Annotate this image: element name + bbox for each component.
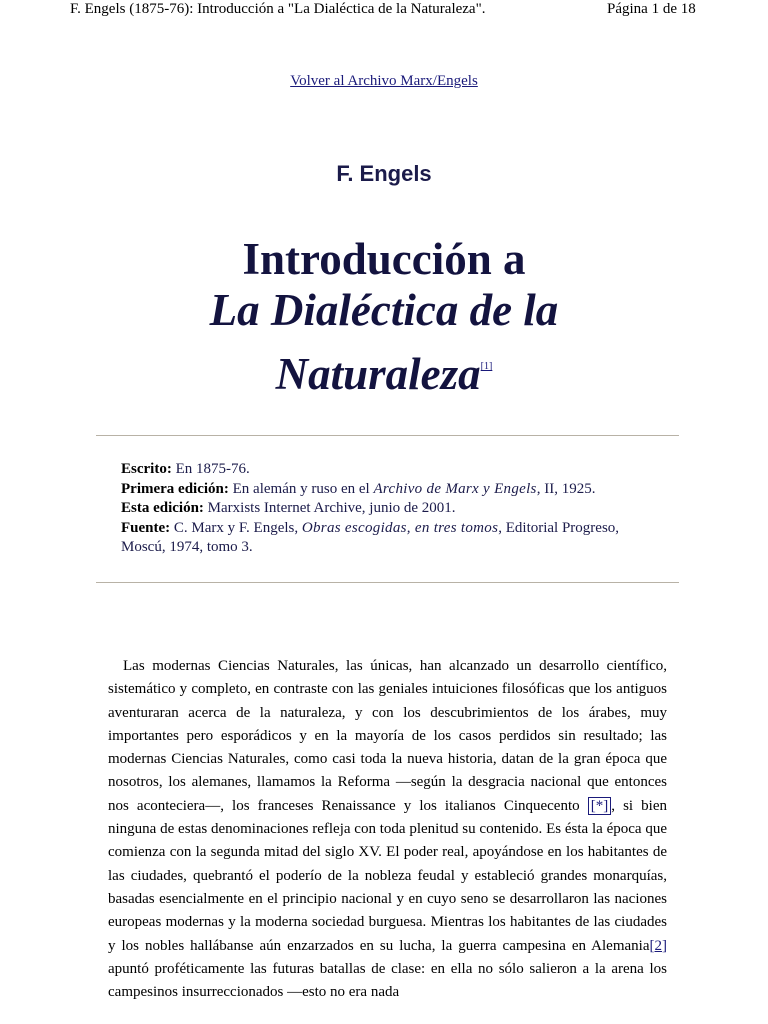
title-line-2: La Dialéctica de la — [209, 285, 559, 335]
footnote-star-link[interactable]: [*] — [588, 797, 612, 815]
title-line-3 — [0, 336, 768, 400]
document-title — [0, 234, 768, 400]
body-text-part-2: , si bien ninguna de estas denominaciones refleja con toda plenitud su contenido. Es ésta la época que comienza con la segunda mitad del siglo XV. El poder real, apoyándose en los habitantes de las ciudades, quebrantó el poderío de la nobleza feudal y estableció grandes monarquías, basadas esencialmente en el principio nacional y en cuyo seno se desarrollaron las naciones europeas modernas y la moderna sociedad burguesa. Mientras los habitantes de las ciudades y los nobles hallábanse aún enzarzados en su lucha, la guerra campesina en Alemania — [108, 797, 667, 954]
meta-esta-label: Esta edición: — [121, 500, 204, 516]
body-paragraph — [108, 655, 667, 1004]
meta-escrito-label: Escrito: — [121, 461, 172, 477]
title-line-1: Introducción a — [242, 234, 526, 284]
meta-fuente-pre: C. Marx y F. Engels, — [170, 519, 302, 536]
body-text-part-1: Las modernas Ciencias Naturales, las únicas, han alcanzado un desarrollo científico, sistemático y completo, en contraste con las geniales intuiciones filosóficas que los antiguos aventuraran acerca de la naturaleza, y con los descubrimientos de los árabes, muy importantes pero esporádicos y en la mayoría de los casos perdidos sin resultado; las modernas Ciencias Naturales, como casi toda la nueva historia, datan de la gran época que nosotros, los alemanes, llamamos la Reforma —según la desgracia nacional que entonces nos aconteciera—, los franceses Renaissance y los italianos Cinquecento — [108, 658, 667, 814]
meta-primera-edicion — [121, 480, 661, 500]
meta-fuente-label: Fuente: — [121, 519, 171, 536]
meta-fuente — [121, 519, 661, 558]
author-name: F. Engels — [336, 161, 432, 186]
meta-escrito-value: En 1875-76. — [171, 461, 250, 477]
header-page-number: Página 1 de 18 — [607, 1, 696, 17]
top-divider — [96, 435, 679, 436]
meta-primera-post: , II, 1925. — [536, 480, 596, 497]
title-line-3-text: Naturaleza — [275, 349, 481, 399]
footnote-2-link[interactable]: [2] — [649, 937, 667, 954]
meta-escrito — [121, 460, 661, 480]
publication-info — [121, 460, 661, 558]
back-to-archive-link[interactable]: Volver al Archivo Marx/Engels — [290, 73, 478, 89]
meta-fuente-post: , Editorial Progreso, Moscú, 1974, tomo 3. — [121, 519, 620, 555]
page-header — [0, 0, 768, 22]
bottom-divider — [96, 582, 679, 583]
meta-primera-label: Primera edición: — [121, 480, 229, 497]
body-text-part-3: apuntó proféticamente las futuras batallas de clase: en ella no sólo salieron a la arena los campesinos insurreccionados —esto no era nada — [108, 960, 667, 1001]
meta-fuente-italic: Obras escogidas, en tres tomos — [301, 519, 499, 536]
meta-esta-value: Marxists Internet Archive, junio de 2001. — [203, 500, 456, 516]
title-footnote-link[interactable]: [1] — [480, 361, 493, 372]
back-link-container — [0, 72, 768, 90]
meta-esta-edicion — [121, 499, 661, 519]
header-document-title: F. Engels (1875-76): Introducción a "La Dialéctica de la Naturaleza". — [70, 1, 486, 17]
meta-primera-pre: En alemán y ruso en el — [228, 480, 374, 497]
meta-primera-italic: Archivo de Marx y Engels — [373, 480, 537, 497]
